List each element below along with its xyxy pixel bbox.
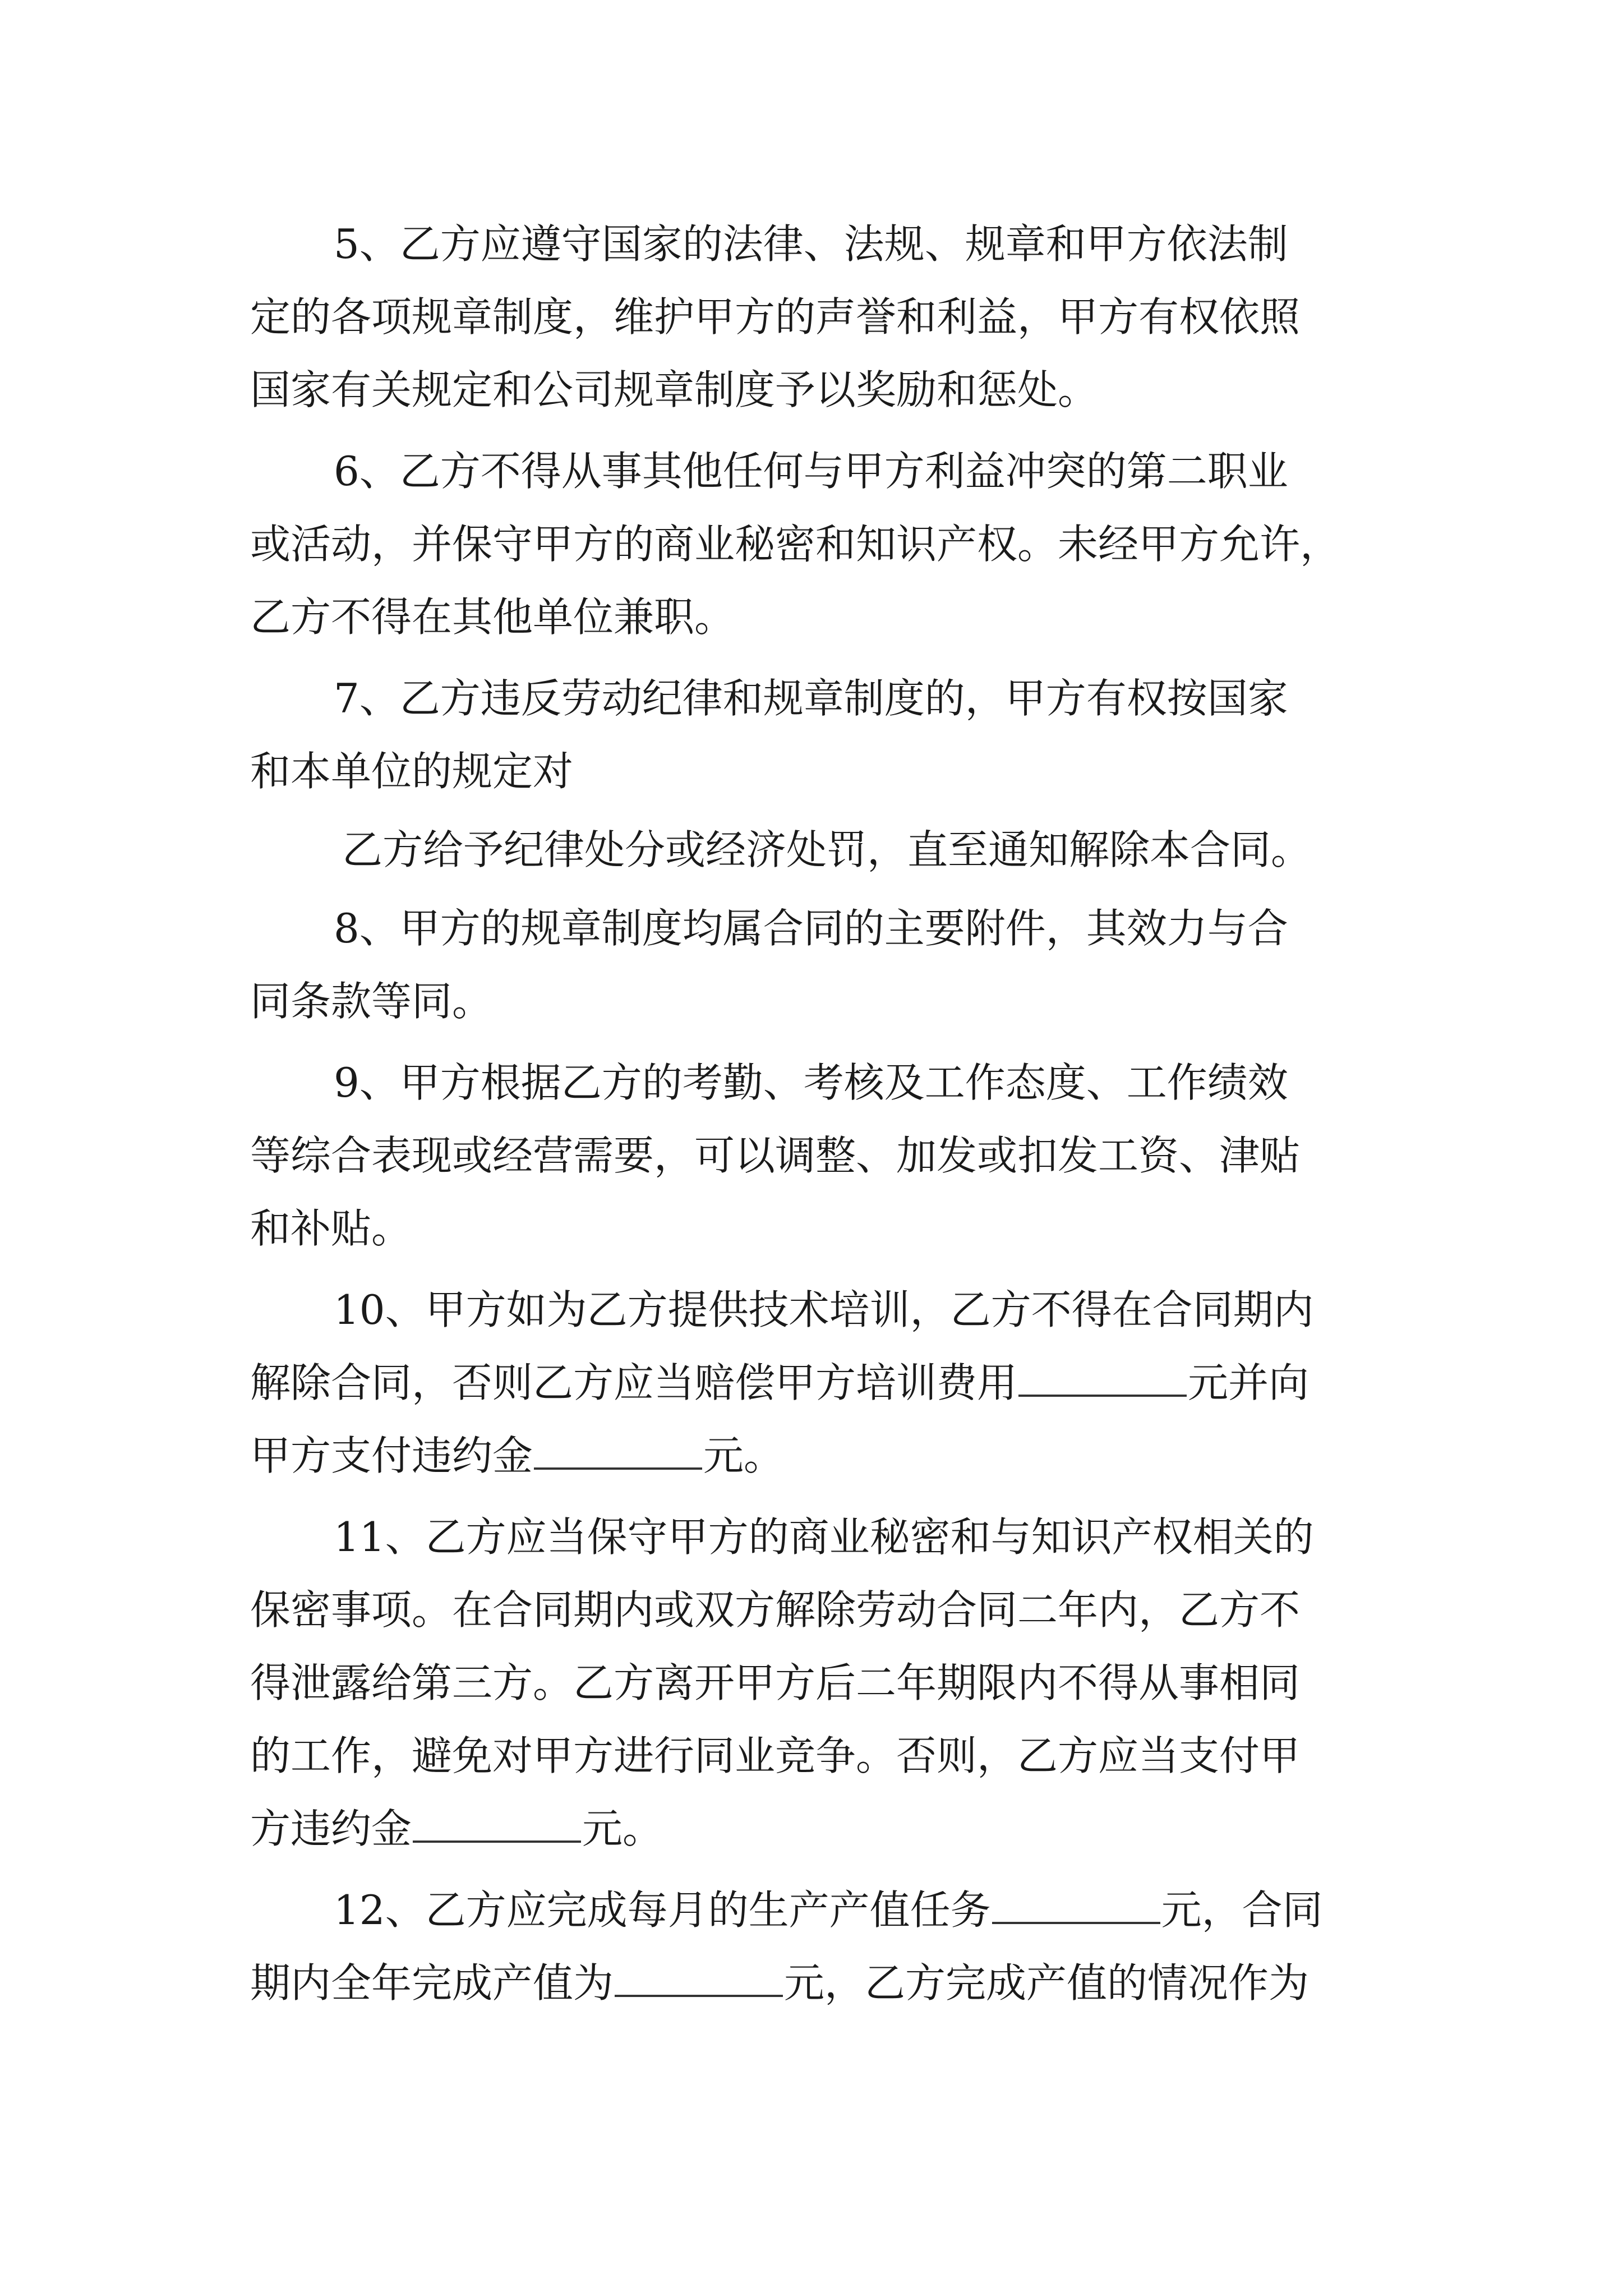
text-line bbox=[0, 735, 1623, 808]
fill-in-blank bbox=[615, 1961, 783, 1997]
text-segment: 7、乙方违反劳动纪律和规章制度的，甲方有权按国家 bbox=[334, 675, 1288, 722]
text-segment: 6、乙方不得从事其他任何与甲方利益冲突的第二职业 bbox=[334, 448, 1288, 495]
text-segment: 8、甲方的规章制度均属合同的主要附件，其效力与合 bbox=[334, 905, 1288, 952]
text-segment: 同条款等同。 bbox=[250, 978, 493, 1025]
text-line bbox=[0, 892, 1623, 965]
text-line bbox=[0, 1119, 1623, 1192]
text-segment: 或活动，并保守甲方的商业秘密和知识产权。未经甲方允许， bbox=[250, 521, 1341, 568]
text-segment: 乙方不得在其他单位兼职。 bbox=[250, 593, 735, 641]
text-line bbox=[0, 1501, 1623, 1573]
text-line bbox=[0, 1646, 1623, 1719]
text-line bbox=[0, 1346, 1623, 1419]
text-segment: 定的各项规章制度，维护甲方的声誉和利益，甲方有权依照 bbox=[250, 293, 1301, 341]
text-segment: 和本单位的规定对 bbox=[250, 748, 574, 795]
text-line bbox=[0, 280, 1623, 353]
text-segment: 解除合同，否则乙方应当赔偿甲方培训费用 bbox=[250, 1359, 1018, 1406]
text-line bbox=[0, 1573, 1623, 1646]
text-line bbox=[0, 1719, 1623, 1792]
fill-in-blank bbox=[1018, 1361, 1187, 1397]
text-segment: 乙方给予纪律处分或经济处罚，直至通知解除本合同。 bbox=[342, 826, 1312, 873]
text-segment: 得泄露给第三方。乙方离开甲方后二年期限内不得从事相同 bbox=[250, 1659, 1301, 1706]
text-segment: 元并向 bbox=[1188, 1359, 1310, 1406]
text-line bbox=[0, 813, 1623, 886]
text-line bbox=[0, 1947, 1623, 2019]
text-line bbox=[0, 965, 1623, 1038]
text-segment: 元，合同 bbox=[1161, 1887, 1323, 1934]
text-segment: 11、乙方应当保守甲方的商业秘密和与知识产权相关的 bbox=[334, 1513, 1314, 1561]
fill-in-blank bbox=[992, 1888, 1160, 1924]
text-segment: 方违约金 bbox=[250, 1805, 412, 1852]
text-line bbox=[0, 1046, 1623, 1119]
text-segment: 元，乙方完成产值的情况作为 bbox=[784, 1959, 1310, 2007]
text-segment: 的工作，避免对甲方进行同业竞争。否则，乙方应当支付甲 bbox=[250, 1732, 1301, 1779]
text-line bbox=[0, 208, 1623, 280]
text-segment: 10、甲方如为乙方提供技术培训，乙方不得在合同期内 bbox=[334, 1286, 1314, 1333]
text-line bbox=[0, 353, 1623, 426]
text-line bbox=[0, 435, 1623, 508]
text-segment: 5、乙方应遵守国家的法律、法规、规章和甲方依法制 bbox=[334, 220, 1288, 268]
text-segment: 国家有关规定和公司规章制度予以奖励和惩处。 bbox=[250, 366, 1099, 413]
text-line bbox=[0, 1192, 1623, 1265]
text-segment: 和补贴。 bbox=[250, 1205, 412, 1252]
text-segment: 甲方支付违约金 bbox=[250, 1432, 533, 1479]
text-segment: 元。 bbox=[703, 1432, 785, 1479]
text-line bbox=[0, 1419, 1623, 1492]
text-segment: 元。 bbox=[582, 1805, 663, 1852]
text-line bbox=[0, 1273, 1623, 1346]
fill-in-blank bbox=[413, 1807, 581, 1843]
text-segment: 9、甲方根据乙方的考勤、考核及工作态度、工作绩效 bbox=[334, 1059, 1288, 1106]
text-line bbox=[0, 1792, 1623, 1865]
text-segment: 保密事项。在合同期内或双方解除劳动合同二年内，乙方不 bbox=[250, 1586, 1301, 1634]
fill-in-blank bbox=[534, 1434, 702, 1470]
text-segment: 12、乙方应完成每月的生产产值任务 bbox=[334, 1887, 991, 1934]
text-line bbox=[0, 1874, 1623, 1947]
text-segment: 等综合表现或经营需要，可以调整、加发或扣发工资、津贴 bbox=[250, 1132, 1301, 1179]
text-line bbox=[0, 662, 1623, 735]
text-line bbox=[0, 508, 1623, 581]
text-segment: 期内全年完成产值为 bbox=[250, 1959, 614, 2007]
text-line bbox=[0, 581, 1623, 654]
